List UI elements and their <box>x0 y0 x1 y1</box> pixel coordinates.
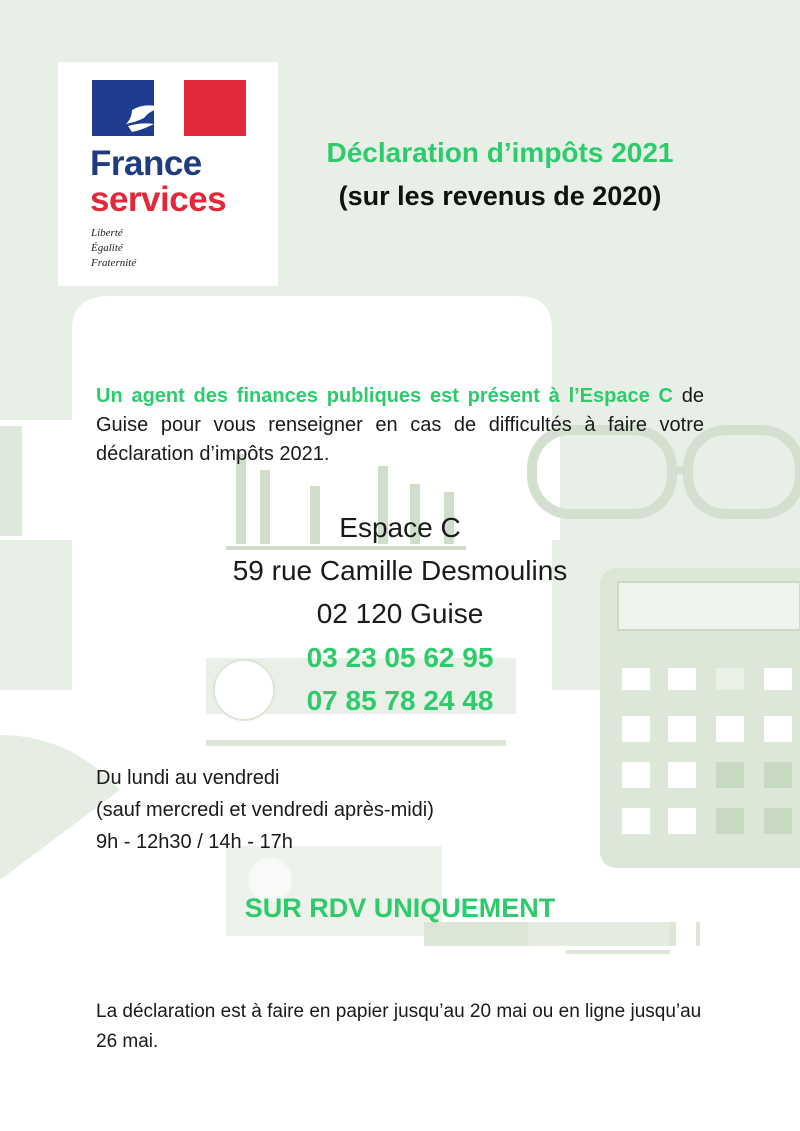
address-name: Espace C <box>339 512 461 543</box>
brand-line-services: services <box>90 180 227 219</box>
phone-number-2[interactable]: 07 85 78 24 48 <box>306 685 494 716</box>
opening-hours <box>96 762 696 858</box>
page-subtitle: (sur les revenus de 2020) <box>338 181 662 211</box>
motto-liberte: Liberté <box>91 227 123 239</box>
hours-exception: (sauf mercredi et vendredi après-midi) <box>96 799 434 821</box>
intro-text: de Guise pour vous renseigner en cas de difficultés à faire votre déclaration d’impôts 2021. <box>96 385 704 465</box>
page-title: Déclaration d’impôts 2021 <box>326 137 674 168</box>
brand-line-france: France <box>90 144 202 183</box>
motto-fraternite: Fraternité <box>91 257 137 269</box>
hours-times: 9h - 12h30 / 14h - 17h <box>96 831 293 853</box>
intro-paragraph <box>96 382 704 469</box>
motto-egalite: Égalité <box>91 242 123 254</box>
appointment-notice: SUR RDV UNIQUEMENT <box>244 893 556 923</box>
address-city: 02 120 Guise <box>316 598 484 629</box>
marianne-flag-icon <box>92 80 246 136</box>
deadline-note: La déclaration est à faire en papier jusqu’au 20 mai ou en ligne jusqu’au 26 mai. <box>96 1001 702 1052</box>
hours-days: Du lundi au vendredi <box>96 767 280 789</box>
address-street: 59 rue Camille Desmoulins <box>232 555 568 586</box>
intro-highlight: Un agent des finances publiques est présent à l’Espace C <box>96 385 673 407</box>
phone-number-1[interactable]: 03 23 05 62 95 <box>306 642 494 673</box>
france-services-logo <box>58 62 278 286</box>
republic-motto <box>91 226 136 271</box>
